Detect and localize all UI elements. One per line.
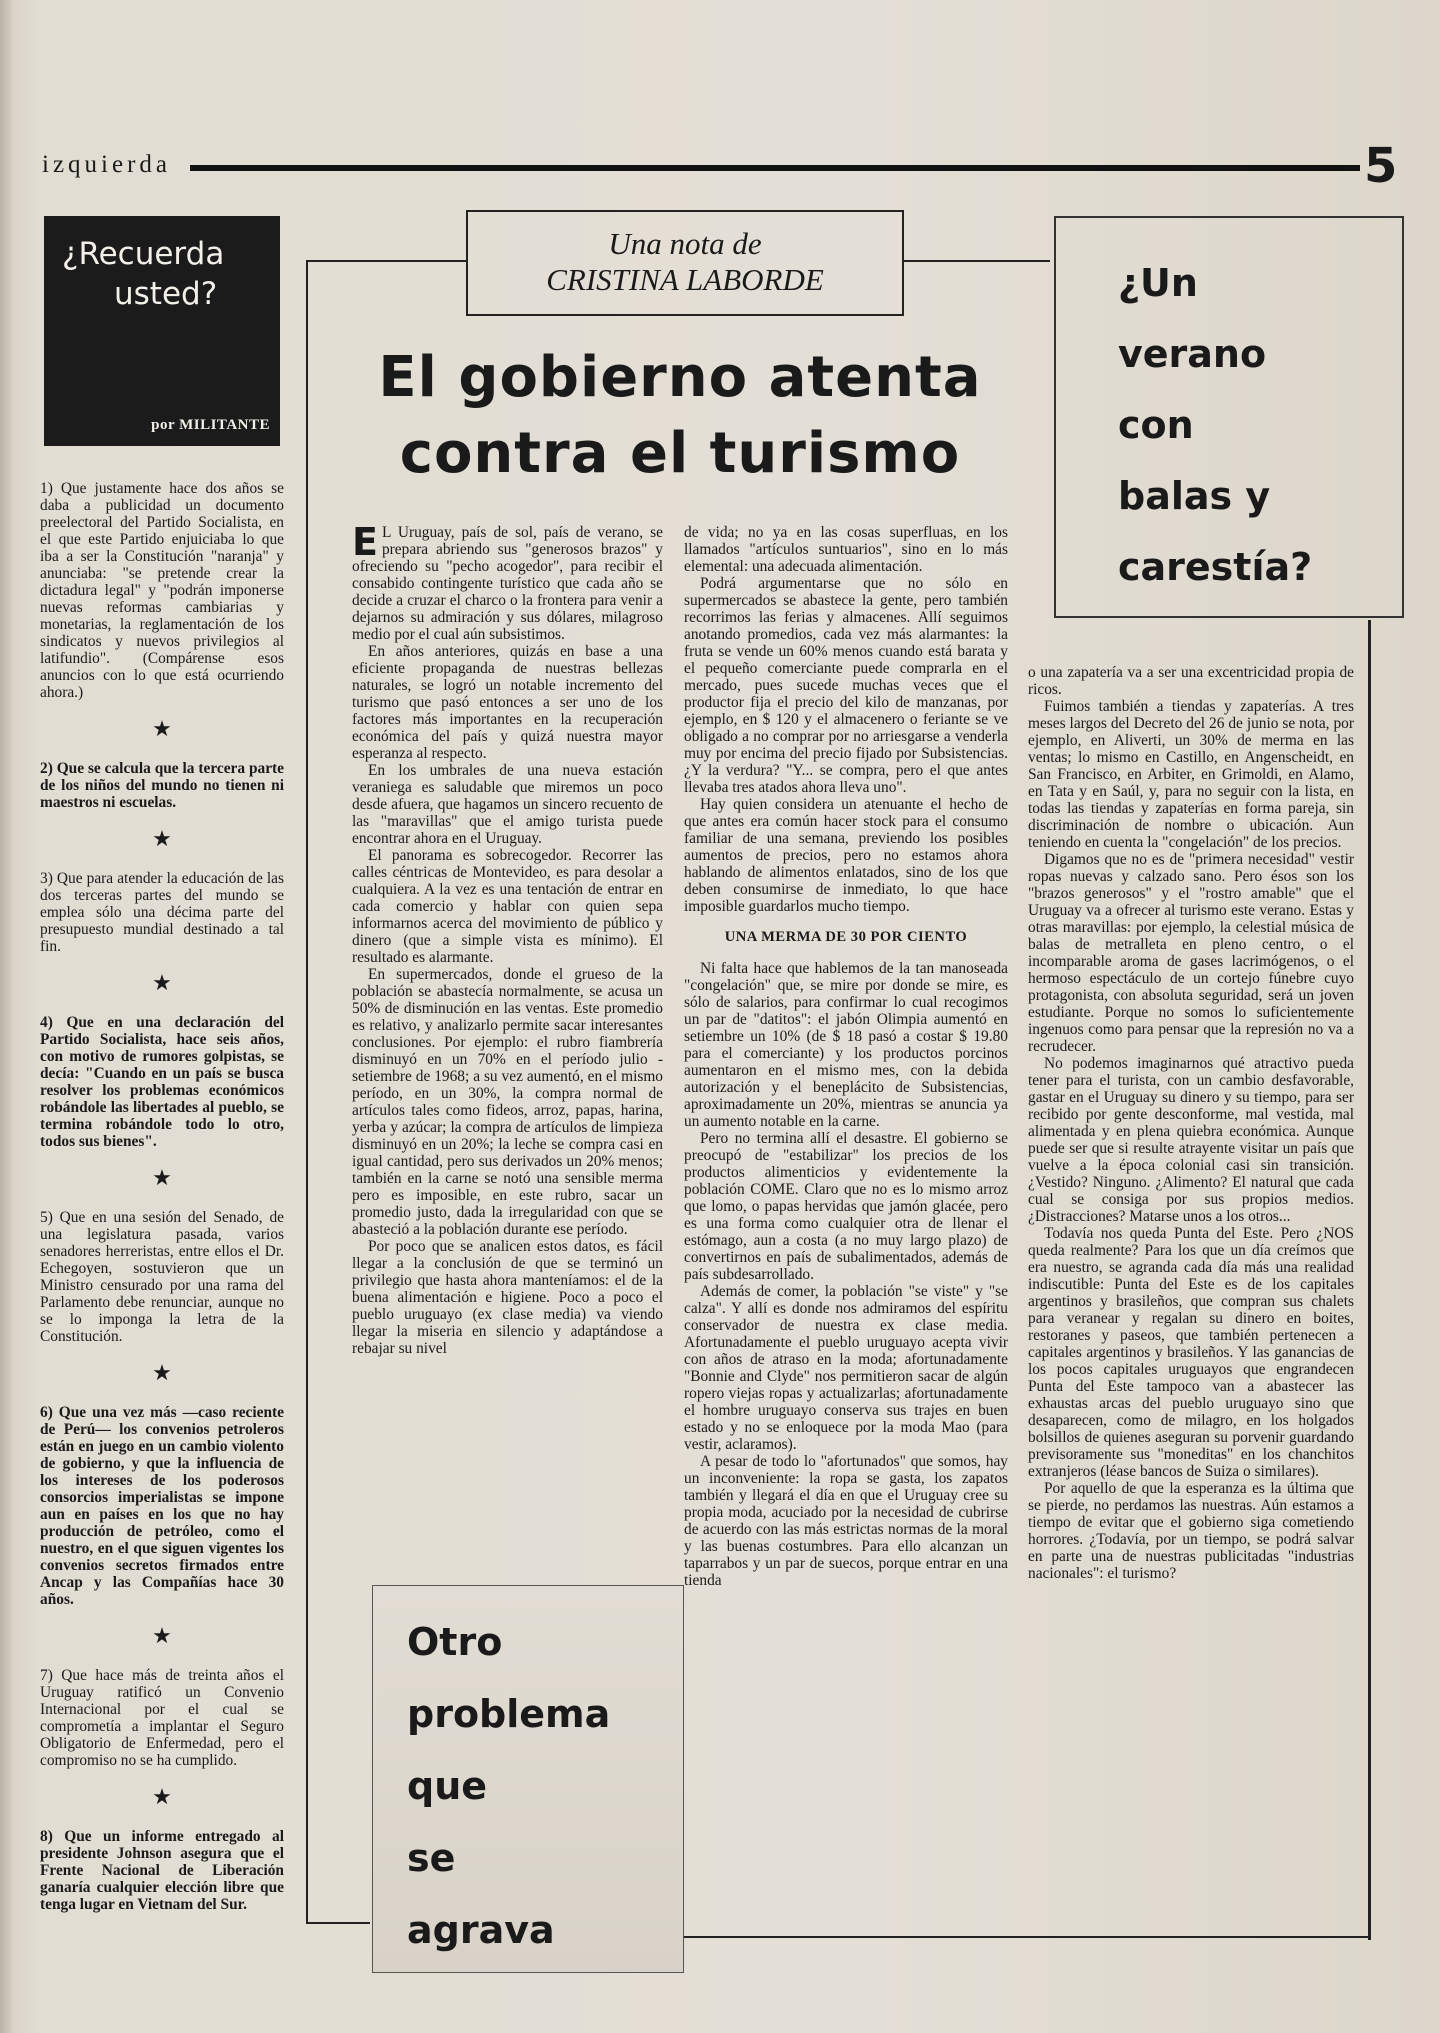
sidebar-item: 8) Que un informe entregado al presidente Johnson asegura que el Frente Nacional de Liberación ganaría cualquier elección libre que tenga lugar en Vietnam del Sur.: [40, 1828, 284, 1913]
page-number: 5: [1364, 138, 1398, 194]
article-paragraph: Además de comer, la población "se viste" y "se calza". Y allí es donde nos admiramos del espíritu conservador de nuestra ex clase media. Afortunadamente el pueblo uruguayo acepta vivir con años de atraso en la moda; afortunadamente "Bonnie and Clyde" nos permitieron sacar de algún ropero viejas ropas y actualizarlas; afortunadamente el hombre uruguayo conserva sus trajes en buen estado y no se enloquece por la moda Mao (para vestir, aclaramos).: [684, 1283, 1008, 1453]
article-paragraph: o una zapatería va a ser una excentricidad propia de ricos.: [1028, 664, 1354, 698]
article-paragraph: Por aquello de que la esperanza es la última que se pierde, no perdamos las nuestras. Aún estamos a tiempo de evitar que el gobierno siga cometiendo horrores. ¿Todavía, por un tiempo, se podrá salvar en parte una de nuestras publicitadas "industrias nacionales": el turismo?: [1028, 1480, 1354, 1582]
article-frame-top-right: [902, 260, 1050, 262]
article-paragraph: Digamos que no es de "primera necesidad" vestir ropas nuevas y calzado sano. Pero ésos son los "brazos generosos" y el "rostro amable" que el Uruguay va a ofrecer al turismo este verano. Estas y otras maravillas: por ejemplo, la celestial música de balas de metralleta en pleno centro, o el incomparable aroma de gases lacrimógenos, o el hermoso espectáculo de un cortejo fúnebre cuyo protagonista, con absoluta seguridad, será un joven estudiante. Porque no somos lo suficientemente ingenuos como para pensar que la represión no va a recrudecer.: [1028, 851, 1354, 1055]
section-name: izquierda: [42, 151, 172, 178]
article-paragraph: Ni falta hace que hablemos de la tan manoseada "congelación" que, se mire por donde se mire, es sólo de salarios, para confirmar lo cual recogimos un par de "datitos": el jabón Olimpia aumentó en setiembre un 10% (de $ 18 pasó a costar $ 19.80 para el comerciante) y los productos porcinos aumentaron en el mismo mes, con la debida autorización y el beneplácito de Subsistencias, aproximadamente un 20%, mientras se anuncia ya un aumento notable en la carne.: [684, 960, 1008, 1130]
article-paragraph: Fuimos también a tiendas y zapaterías. A tres meses largos del Decreto del 26 de junio se nota, por ejemplo, en Aliverti, un 30% de merma en las ventas; lo mismo en Castillo, en Angenscheidt, en San Francisco, en Arbiter, en Grimoldi, en Alamo, en Tata y en Saúl, y, para no seguir con la lista, en todas las tiendas y zapaterías en forma pareja, sin discriminación de nombre o ubicación. Aun teniendo en cuenta la "congelación" de los precios.: [1028, 698, 1354, 851]
article-paragraph: Pero no termina allí el desastre. El gobierno se preocupó de "estabilizar" los precios de los productos alimenticios y evidentemente la población COME. Claro que no es lo mismo arroz que lomo, o papas hervidas que jamón glacée, pero es una forma como cualquier otra de llenar el estómago, aun a costa (a no muy largo plazo) de convertirnos en país de subalimentados, además de país subdesarrollado.: [684, 1130, 1008, 1283]
headline-line1: El gobierno atenta: [378, 345, 982, 410]
verano-line: balas y: [1118, 474, 1271, 518]
article-frame-top-left: [306, 260, 466, 262]
article-paragraph: de vida; no ya en las cosas superfluas, en los llamados "artículos suntuarios", sino en lo más elemental: una adecuada alimentación.: [684, 524, 1008, 575]
sidebar-item: 3) Que para atender la educación de las dos terceras partes del mundo se emplea sólo una décima parte del presupuesto mundial destinado a tal fin.: [40, 870, 284, 955]
star-separator: ★: [152, 1166, 172, 1191]
article-paragraph: Hay quien considera un atenuante el hecho de que antes era común hacer stock para el consumo familiar de una semana, previendo los posibles aumentos de precios, pero no estamos ahora hablando de alimentos enlatados, sino de los que deben consumirse de inmediato, lo que hace imposible guardarlos mucho tiempo.: [684, 796, 1008, 915]
sidebar-item: 7) Que hace más de treinta años el Uruguay ratificó un Convenio Internacional por el cual se comprometía a implantar el Seguro Obligatorio de Enfermedad, pero el compromiso no se ha cumplido.: [40, 1667, 284, 1769]
verano-line: carestía?: [1118, 545, 1313, 589]
article-paragraph: A pesar de todo lo "afortunados" que somos, hay un inconveniente: la ropa se gasta, los zapatos también y llegará el día en que el Uruguay cree su propia moda, acuciado por la necesidad de cubrirse de acuerdo con las más estrictas normas de la moral y las buenas costumbres. Para ello alcanzan un taparrabos y un par de suecos, porque entrar en una tienda: [684, 1453, 1008, 1589]
sidebar-byline: por MILITANTE: [151, 417, 270, 433]
article-subhead: UNA MERMA DE 30 POR CIENTO: [724, 929, 968, 945]
article-column-2: [684, 524, 1008, 1589]
otro-line: se: [407, 1836, 456, 1880]
bottom-rule: [682, 1936, 1370, 1938]
headline-line2: contra el turismo: [399, 421, 961, 486]
otro-problema-box: [372, 1585, 684, 1973]
article-paragraph: El panorama es sobrecogedor. Recorrer las calles céntricas de Montevideo, es para desolar a cualquiera. A la vez es una tentación de entrar en cada comercio y hablar con quien sepa informarnos acerca del movimiento de público y dinero (que a simple vista es mínimo). El resultado es alarmante.: [352, 847, 663, 966]
recuerda-title-line1: ¿Recuerda: [62, 236, 225, 272]
article-frame-left: [306, 262, 308, 1924]
sidebar-item: 4) Que en una declaración del Partido Socialista, hace seis años, con motivo de rumores golpistas, se decía: "Cuando en un país se busca resolver los problemas económicos robándole las libertades al pueblo, se termina robándole todo lo otro, todos sus bienes".: [40, 1014, 284, 1150]
byline-line1: Una nota de: [608, 226, 762, 261]
recuerda-title-line2: usted?: [114, 276, 218, 312]
sidebar-item: 6) Que una vez más —caso reciente de Perú— los convenios petroleros están en juego en un cambio violento de gobierno, y que la influencia de los intereses de los poderosos consorcios imperialistas se impone aun en países en los que no hay producción de petróleo, como el nuestro, en el que siguen vigentes los convenios secretos firmados entre Ancap y las Compañías hace 30 años.: [40, 1404, 284, 1608]
otro-problema-headline: [407, 1606, 610, 1966]
otro-line: agrava: [407, 1908, 555, 1952]
folio-rule: [190, 165, 1360, 171]
article-paragraph: Todavía nos queda Punta del Este. Pero ¿NOS queda realmente? Para los que un día creímos que era nuestro, se agranda cada día más una realidad indiscutible: Punta del Este es de los capitales argentinos y brasileños, que compran sus chalets para veranear y regalan su dinero en boites, restoranes y paseos, que también pertenecen a capitales argentinos y brasileños. Y las ganancias de los pocos capitales uruguayos que engrandecen Punta del Este tampoco van a abastecer las exhaustas arcas del pueblo uruguayo sino que desaparecen, como de milagro, en los holgados bolsillos de quienes aseguran su porvenir guardando previsoramente sus "moneditas" en los chanchitos extranjeros (léase bancos de Suiza o similares).: [1028, 1225, 1354, 1480]
star-separator: ★: [152, 827, 172, 852]
article-frame-bottom: [306, 1922, 370, 1924]
sidebar-column: [40, 480, 284, 1913]
article-paragraph: En años anteriores, quizás en base a una eficiente propaganda de nuestras bellezas naturales, se logró un notable incremento del turismo que pasó entonces a ser uno de los factores más importantes en la recuperación económica del país y quizá nuestra mayor esperanza al respecto.: [352, 643, 663, 762]
drop-cap: E: [352, 520, 378, 564]
article-paragraph: E L Uruguay, país de sol, país de verano, se prepara abriendo sus "generosos brazos" y ofreciendo su "pecho acogedor", para recibir el consabido contingente turístico que cada año se decide a cruzar el charco o la frontera para venir a dejarnos su admiración y sus dólares, milagroso medio por el cual aún subsistimos.: [352, 520, 663, 643]
article-headline: [330, 340, 1030, 492]
article-column-3: [1028, 664, 1354, 1582]
right-column-rule: [1368, 620, 1371, 1940]
article-column-1: [352, 520, 663, 1357]
star-separator: ★: [152, 717, 172, 742]
star-separator: ★: [152, 971, 172, 996]
article-paragraph: En supermercados, donde el grueso de la población se abastecía normalmente, se acusa un 50% de disminución en las ventas. Este promedio es relativo, y analizarlo permite sacar interesantes conclusiones. Por ejemplo: el rubro fiambrería disminuyó en un 70% en el período julio - setiembre de 1968; a su vez aumentó, en el mismo período, en un 30%, la compra normal de artículos tales como fideos, arroz, papas, harina, yerba y azúcar; la compra de artículos de limpieza disminuyó en un 20%; la leche se compra casi en igual cantidad, pero sus derivados un 20% menos; también en la carne se notó una sensible merma pero es imposible, en este rubro, sacar un promedio justo, dada la irregularidad con que se abasteció a la población durante ese período.: [352, 966, 663, 1238]
verano-headline-box: [1054, 216, 1404, 618]
star-separator: ★: [152, 1361, 172, 1386]
verano-line: ¿Un: [1118, 261, 1198, 305]
otro-line: que: [407, 1764, 488, 1808]
star-separator: ★: [152, 1785, 172, 1810]
recuerda-title: [62, 234, 262, 314]
star-separator: ★: [152, 1624, 172, 1649]
byline-author: CRISTINA LABORDE: [546, 262, 824, 297]
verano-headline: [1118, 248, 1312, 603]
verano-line: con: [1118, 403, 1194, 447]
sidebar-item: 5) Que en una sesión del Senado, de una legislatura pasada, varios senadores herreristas, entre ellos el Dr. Echegoyen, sostuvieron que un Ministro censurado por una rama del Parlamento debe renunciar, aunque no se lo imponga la letra de la Constitución.: [40, 1209, 284, 1345]
verano-line: verano: [1118, 332, 1267, 376]
article-paragraph: No podemos imaginarnos qué atractivo pueda tener para el turista, con un cambio desfavorable, gastar en el Uruguay su dinero y su tiempo, para ser recibido por gente desconforme, mal vestida, mal alimentada y en plena quiebra económica. Aunque puede ser que si resulte atrayente visitar un país que vuelve a la época colonial casi sin transición. ¿Vestido? Ninguno. ¿Alimento? El natural que cada cual se consiga por sus propios medios. ¿Distracciones? Matarse unos a los otros...: [1028, 1055, 1354, 1225]
recuerda-heading-box: [44, 216, 280, 446]
sidebar-item: 1) Que justamente hace dos años se daba a publicidad un documento preelectoral del Partido Socialista, en el que este Partido enjuiciaba lo que iba a ser la Constitución "naranja" y anunciaba: "se pretende crear la dictadura legal" y "podrán imponerse nuevas reformas cambiarias y monetarias, la reglamentación de los sindicatos y nuevos privilegios al latifundio". (Compárense esos anuncios con lo que está ocurriendo ahora.): [40, 480, 284, 701]
article-paragraph: Podrá argumentarse que no sólo en supermercados se abastece la gente, pero también recorrimos las ferias y almacenes. Allí seguimos anotando promedios, cada vez más alarmantes: la fruta se vende un 60% menos cuando está barata y el pequeño comerciante puede comprarla en el mercado, pues sucede muchas veces que el productor fija el precio del kilo de manzanas, por ejemplo, en $ 120 y el almacenero o feriante se ve obligado a no comprar por no arriesgarse a venderla muy por encima del precio fijado por Subsistencias. ¿Y la verdura? "Y... se compra, pero el que antes llevaba tres atados ahora lleva uno".: [684, 575, 1008, 796]
otro-line: problema: [407, 1692, 611, 1736]
article-paragraph: En los umbrales de una nueva estación veraniega es saludable que miremos un poco desde afuera, que hagamos un sincero recuento de las "maravillas" que el amigo turista puede encontrar ahora en el Uruguay.: [352, 762, 663, 847]
sidebar-item: 2) Que se calcula que la tercera parte de los niños del mundo no tienen ni maestros ni escuelas.: [40, 760, 284, 811]
article-paragraph: Por poco que se analicen estos datos, es fácil llegar a la conclusión de que se terminó un privilegio que hasta ahora manteníamos: el de la buena alimentación e higiene. Poco a poco el pueblo uruguayo (ex clase media) va viendo llegar la miseria en silencio y adaptándose a rebajar su nivel: [352, 1238, 663, 1357]
otro-line: Otro: [407, 1620, 503, 1664]
article-byline-box: [466, 210, 904, 316]
